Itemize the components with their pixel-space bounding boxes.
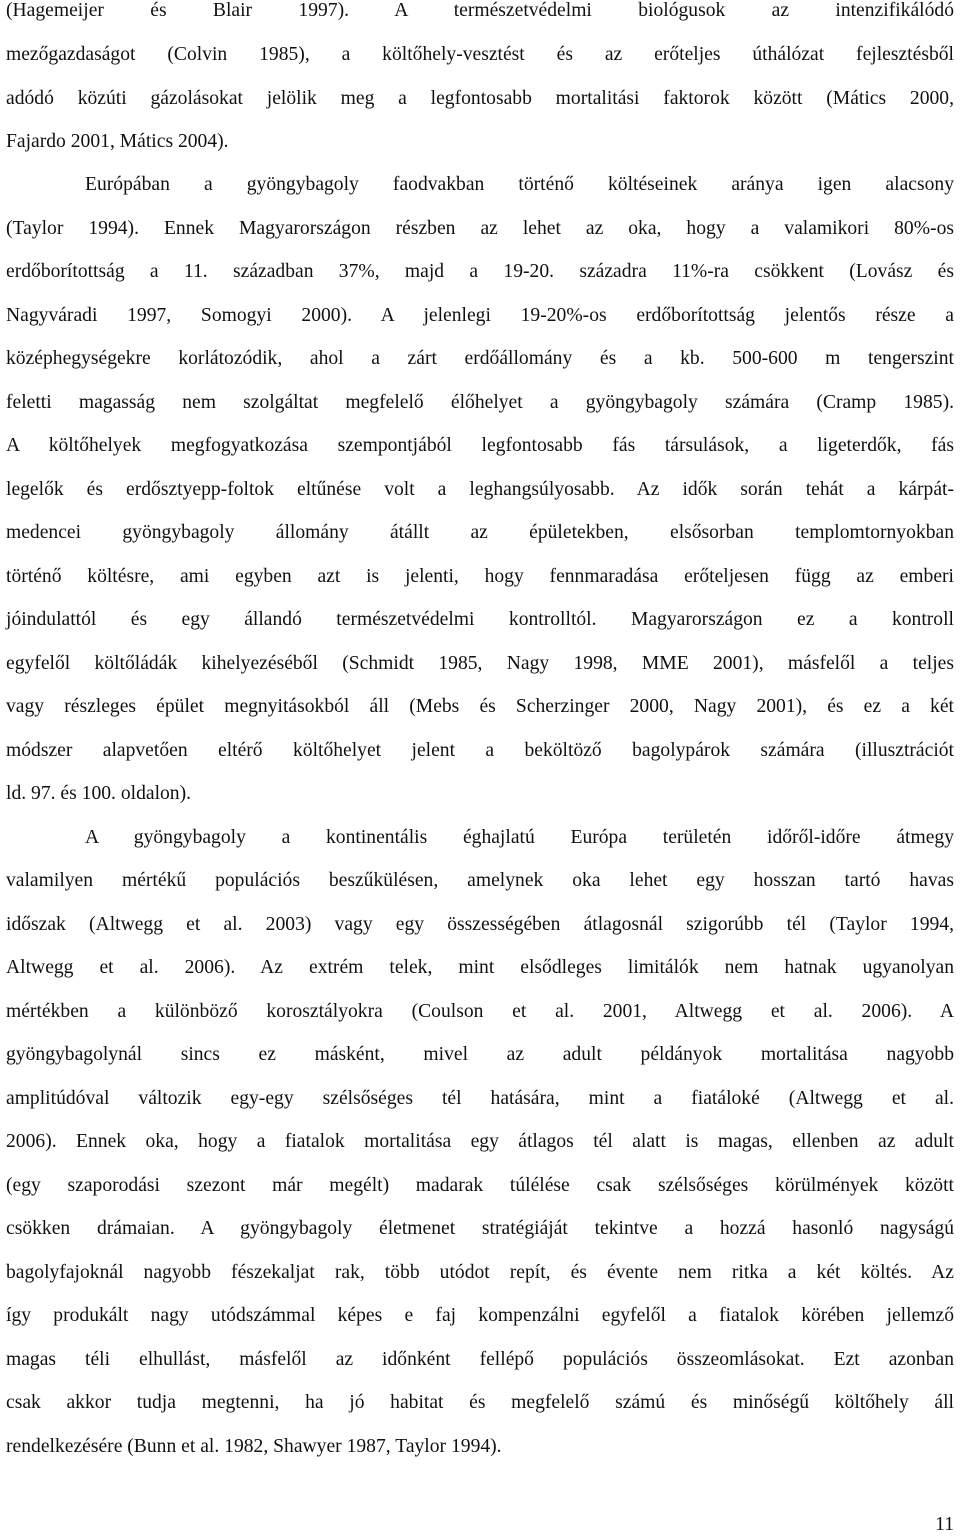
text-line: (Hagemeijer és Blair 1997). A természetvédelmi biológusok az intenzifikálódó <box>6 0 954 21</box>
text-line: módszer alapvetően eltérő költőhelyet jelent a beköltöző bagolypárok számára (illusztrációt <box>6 740 954 761</box>
text-line: Nagyváradi 1997, Somogyi 2000). A jelenlegi 19-20%-os erdőborítottság jelentős része a <box>6 305 954 326</box>
paragraph-first-line: Európában a gyöngybagoly faodvakban történő költéseinek aránya igen alacsony <box>85 174 954 195</box>
text-line: A költőhelyek megfogyatkozása szempontjából legfontosabb fás társulások, a ligeterdők, fás <box>6 435 954 456</box>
text-line: csökken drámaian. A gyöngybagoly életmenet stratégiáját tekintve a hozzá hasonló nagyságú <box>6 1218 954 1239</box>
text-line: amplitúdóval változik egy-egy szélsőséges tél hatására, mint a fiatáloké (Altwegg et al. <box>6 1088 954 1109</box>
page-number: 11 <box>935 1514 954 1535</box>
text-line: Altwegg et al. 2006). Az extrém telek, mint elsődleges limitálók nem hatnak ugyanolyan <box>6 957 954 978</box>
text-line: magas téli elhullást, másfelől az időnként fellépő populációs összeomlásokat. Ezt azonban <box>6 1349 954 1370</box>
text-line: mértékben a különböző korosztályokra (Coulson et al. 2001, Altwegg et al. 2006). A <box>6 1001 954 1022</box>
text-line: (Taylor 1994). Ennek Magyarországon részben az lehet az oka, hogy a valamikori 80%-os <box>6 218 954 239</box>
text-line: Fajardo 2001, Mátics 2004). <box>6 131 229 152</box>
text-line: vagy részleges épület megnyitásokból áll (Mebs és Scherzinger 2000, Nagy 2001), és ez a két <box>6 696 954 717</box>
text-line: csak akkor tudja megtenni, ha jó habitat és megfelelő számú és minőségű költőhely áll <box>6 1392 954 1413</box>
text-line: valamilyen mértékű populációs beszűkülésen, amelynek oka lehet egy hosszan tartó havas <box>6 870 954 891</box>
text-line: 2006). Ennek oka, hogy a fiatalok mortalitása egy átlagos tél alatt is magas, ellenben az adult <box>6 1131 954 1152</box>
text-line: feletti magasság nem szolgáltat megfelelő élőhelyet a gyöngybagoly számára (Cramp 1985). <box>6 392 954 413</box>
text-line: középhegységekre korlátozódik, ahol a zárt erdőállomány és a kb. 500-600 m tengerszint <box>6 348 954 369</box>
text-line: ld. 97. és 100. oldalon). <box>6 783 192 804</box>
text-line: egyfelől költőládák kihelyezéséből (Schmidt 1985, Nagy 1998, MME 2001), másfelől a teljes <box>6 653 954 674</box>
text-line: medencei gyöngybagoly állomány átállt az épületekben, elsősorban templomtornyokban <box>6 522 954 543</box>
paragraph-first-line: A gyöngybagoly a kontinentális éghajlatú Európa területén időről-időre átmegy <box>85 827 954 848</box>
text-line: jóindulattól és egy állandó természetvédelmi kontrolltól. Magyarországon ez a kontroll <box>6 609 954 630</box>
text-line: mezőgazdaságot (Colvin 1985), a költőhely-vesztést és az erőteljes úthálózat fejlesztésből <box>6 44 954 65</box>
text-line: így produkált nagy utódszámmal képes e faj kompenzálni egyfelől a fiatalok körében jellemző <box>6 1305 954 1326</box>
text-line: (egy szaporodási szezont már megélt) madarak túlélése csak szélsőséges körülmények között <box>6 1175 954 1196</box>
text-line: történő költésre, ami egyben azt is jelenti, hogy fennmaradása erőteljesen függ az emberi <box>6 566 954 587</box>
text-line: legelők és erdősztyepp-foltok eltűnése volt a leghangsúlyosabb. Az idők során tehát a kárpát- <box>6 479 954 500</box>
text-line: gyöngybagolynál sincs ez másként, mivel az adult példányok mortalitása nagyobb <box>6 1044 954 1065</box>
text-line: adódó közúti gázolásokat jelölik meg a legfontosabb mortalitási faktorok között (Mátics 2000, <box>6 88 954 109</box>
text-line: rendelkezésére (Bunn et al. 1982, Shawyer 1987, Taylor 1994). <box>6 1436 502 1457</box>
text-line: erdőborítottság a 11. században 37%, majd a 19-20. századra 11%-ra csökkent (Lovász és <box>6 261 954 282</box>
text-line: bagolyfajoknál nagyobb fészekaljat rak, több utódot repít, és évente nem ritka a két költés. Az <box>6 1262 954 1283</box>
text-line: időszak (Altwegg et al. 2003) vagy egy összességében átlagosnál szigorúbb tél (Taylor 1994, <box>6 914 954 935</box>
